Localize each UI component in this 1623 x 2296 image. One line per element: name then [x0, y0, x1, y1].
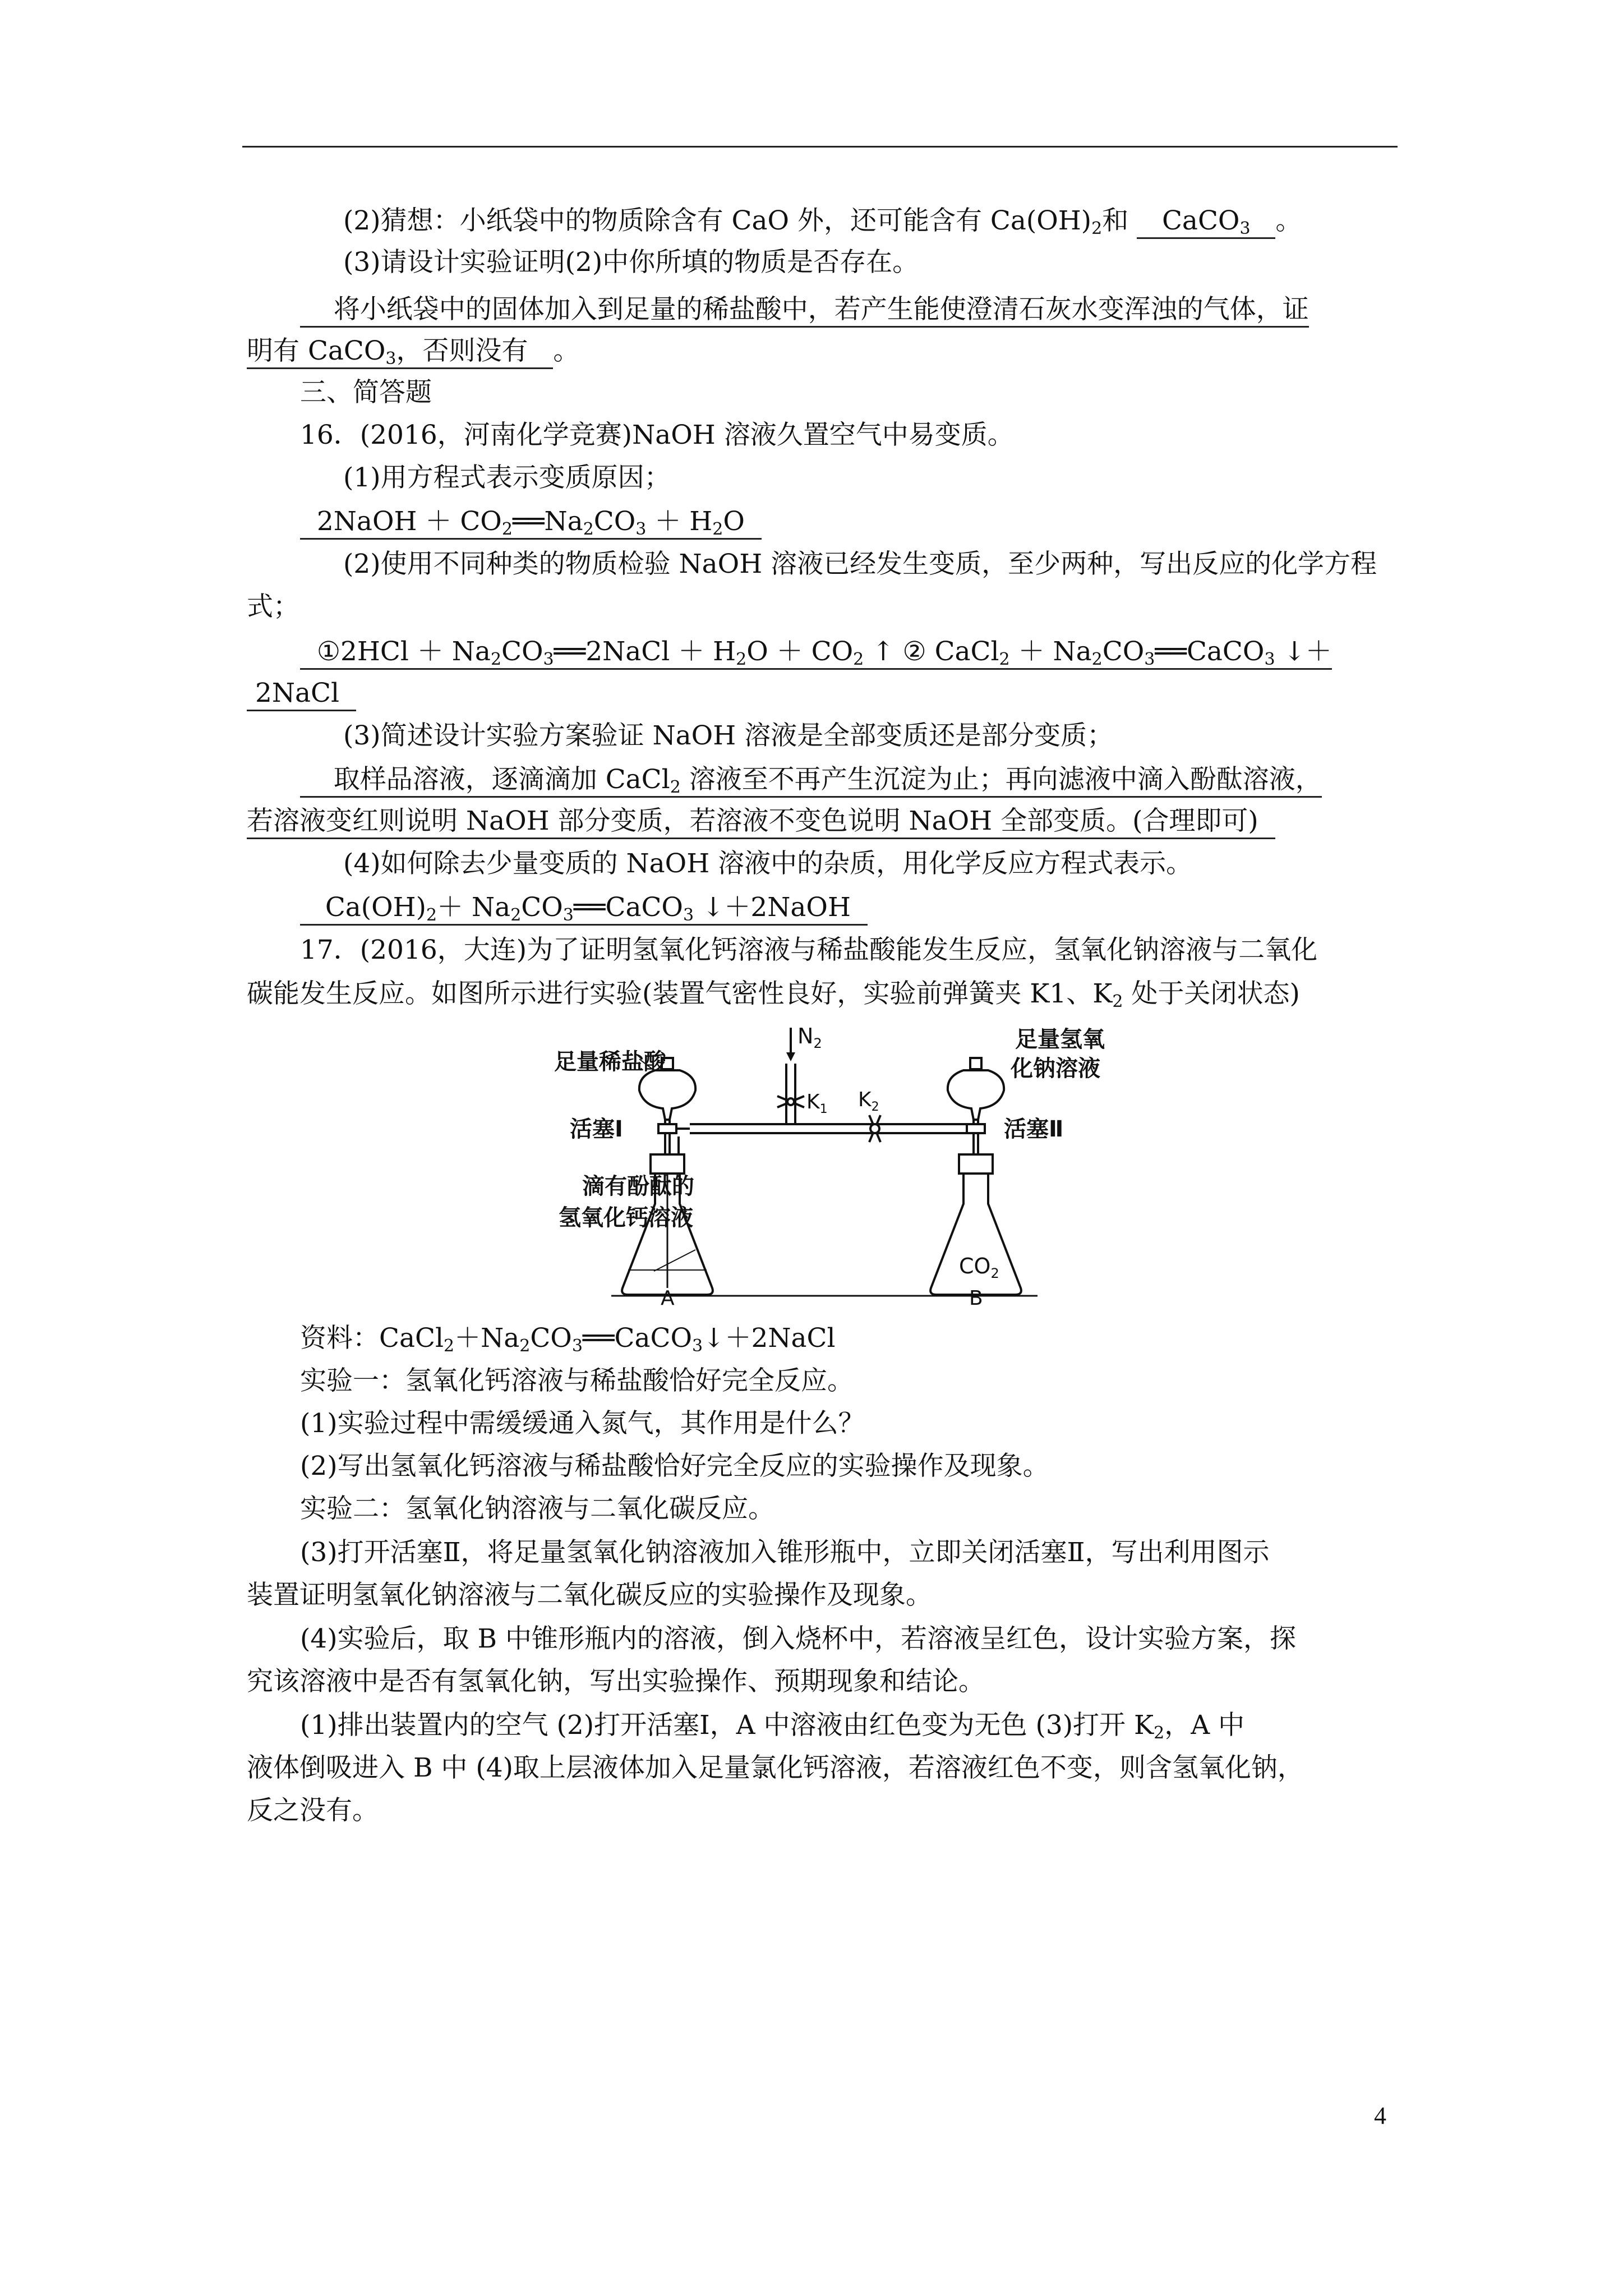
q16-part2-line2: 式； [247, 591, 299, 622]
page-number: 4 [1374, 2102, 1386, 2129]
q17-info: 资料：$CaCl_2+Na_2CO_3══CaCO_3↓+2NaCl$ [300, 1323, 836, 1356]
q16-part3: (3)简述设计实验方案验证 NaOH 溶液是全部变质还是部分变质； [343, 720, 1114, 751]
left-funnel-label: 足量稀盐酸 [554, 1049, 666, 1075]
k1-label: $K_1$ [806, 1091, 828, 1116]
q16-part4: (4)如何除去少量变质的 NaOH 溶液中的杂质，用化学反应方程式表示。 [343, 848, 1193, 879]
q16-answer2-line1: ①2HCl ＋ $Na_2CO_3══2NaCl + H_2O + CO_2$ ↑ ② CaCl$_2$ ＋ $Na_2CO_3══CaCO_3$ ↓＋ [300, 634, 1332, 670]
right-funnel [948, 1070, 1004, 1120]
q16-part1: (1)用方程式表示变质原因； [343, 462, 671, 493]
q17-part4-line1: (4)实验后，取 B 中锥形瓶内的溶液，倒入烧杯中，若溶液呈红色，设计实验方案，探 [300, 1623, 1296, 1654]
flask-a-letter: A [661, 1287, 675, 1310]
q17-exp1: 实验一：氢氧化钙溶液与稀盐酸恰好完全反应。 [300, 1365, 854, 1396]
flask-a-label-1: 滴有酚酞的 [582, 1174, 694, 1199]
k2-label: $K_2$ [858, 1088, 879, 1114]
q16-answer2-line2: 2NaCl [247, 675, 356, 711]
flask-a-label-2: 氢氧化钙溶液 [559, 1205, 693, 1231]
q17-part1: (1)实验过程中需缓缓通入氮气，其作用是什么？ [300, 1408, 865, 1439]
q17-exp2: 实验二：氢氧化钠溶液与二氧化碳反应。 [300, 1493, 774, 1524]
q15-answer-line1: 将小纸袋中的固体加入到足量的稀盐酸中，若产生能使澄清石灰水变浑浊的气体，证 [300, 292, 1309, 328]
q17-answer-line2: 液体倒吸进入 B 中 (4)取上层液体加入足量氯化钙溶液，若溶液红色不变，则含氢氧化钠， [247, 1752, 1304, 1783]
q15-answer-blank: CaCO$_3$ [1137, 205, 1275, 239]
flask-b-letter: B [969, 1287, 983, 1310]
stopcock-2-label: 活塞Ⅱ [1004, 1116, 1064, 1142]
section-heading: 三、简答题 [300, 377, 432, 408]
q17-part3-line2: 装置证明氢氧化钠溶液与二氧化碳反应的实验操作及现象。 [247, 1580, 932, 1611]
header-rule [242, 146, 1398, 148]
q15-answer-line2: 明有 CaCO$_3$，否则没有 。 [247, 335, 580, 369]
apparatus-diagram [554, 1024, 1105, 1310]
q16-stem: 16．(2016，河南化学竞赛)NaOH 溶液久置空气中易变质。 [300, 420, 1014, 450]
q16-answer4: $Ca(OH)_2+$ $Na_2CO_3══CaCO_3$ ↓＋2NaOH [300, 890, 868, 926]
q15-part2: (2)猜想：小纸袋中的物质除含有 CaO 外，还可能含有 $Ca(OH)_2$和 CaCO$_3$ 。 [343, 205, 1302, 238]
q17-part4-line2: 究该溶液中是否有氢氧化钠，写出实验操作、预期现象和结论。 [247, 1666, 985, 1697]
q17-stem-line1: 17．(2016，大连)为了证明氢氧化钙溶液与稀盐酸能发生反应，氢氧化钠溶液与二氧化 [300, 935, 1318, 965]
right-funnel-label-1: 足量氢氧 [1015, 1027, 1105, 1052]
co2-label: $CO_2$ [959, 1254, 999, 1281]
right-funnel-label-2: 化钠溶液 [1011, 1056, 1100, 1082]
q17-answer-line3: 反之没有。 [247, 1795, 379, 1826]
q17-answer-line1: (1)排出装置内的空气 (2)打开活塞Ⅰ，A 中溶液由红色变为无色 (3)打开 $K_2$，A 中 [300, 1710, 1245, 1743]
q16-part2-line1: (2)使用不同种类的物质检验 NaOH 溶液已经发生变质，至少两种，写出反应的化学方程 [343, 549, 1377, 579]
n2-label: $N_2$ [797, 1024, 822, 1051]
left-funnel [639, 1070, 695, 1120]
q17-part3-line1: (3)打开活塞Ⅱ，将足量氢氧化钠溶液加入锥形瓶中，立即关闭活塞Ⅱ，写出利用图示 [300, 1537, 1270, 1568]
q16-answer3-line2: 若溶液变红则说明 NaOH 部分变质，若溶液不变色说明 NaOH 全部变质。(合理即可) [247, 803, 1275, 839]
q17-part2: (2)写出氢氧化钙溶液与稀盐酸恰好完全反应的实验操作及现象。 [300, 1451, 1049, 1481]
stopcock-1-label: 活塞Ⅰ [570, 1116, 623, 1142]
q15-part3: (3)请设计实验证明(2)中你所填的物质是否存在。 [343, 247, 919, 278]
q16-answer1: 2NaOH ＋ $CO_2══Na_2CO_3 + H_2O$ [300, 504, 762, 540]
q17-stem-line2: 碳能发生反应。如图所示进行实验(装置气密性良好，实验前弹簧夹 K1、$K_2$ 处于关闭状态) [247, 978, 1300, 1011]
q16-answer3-line1: 取样品溶液，逐滴滴加 CaCl$_2$ 溶液至不再产生沉淀为止；再向滤液中滴入酚酞溶液， [300, 762, 1322, 798]
